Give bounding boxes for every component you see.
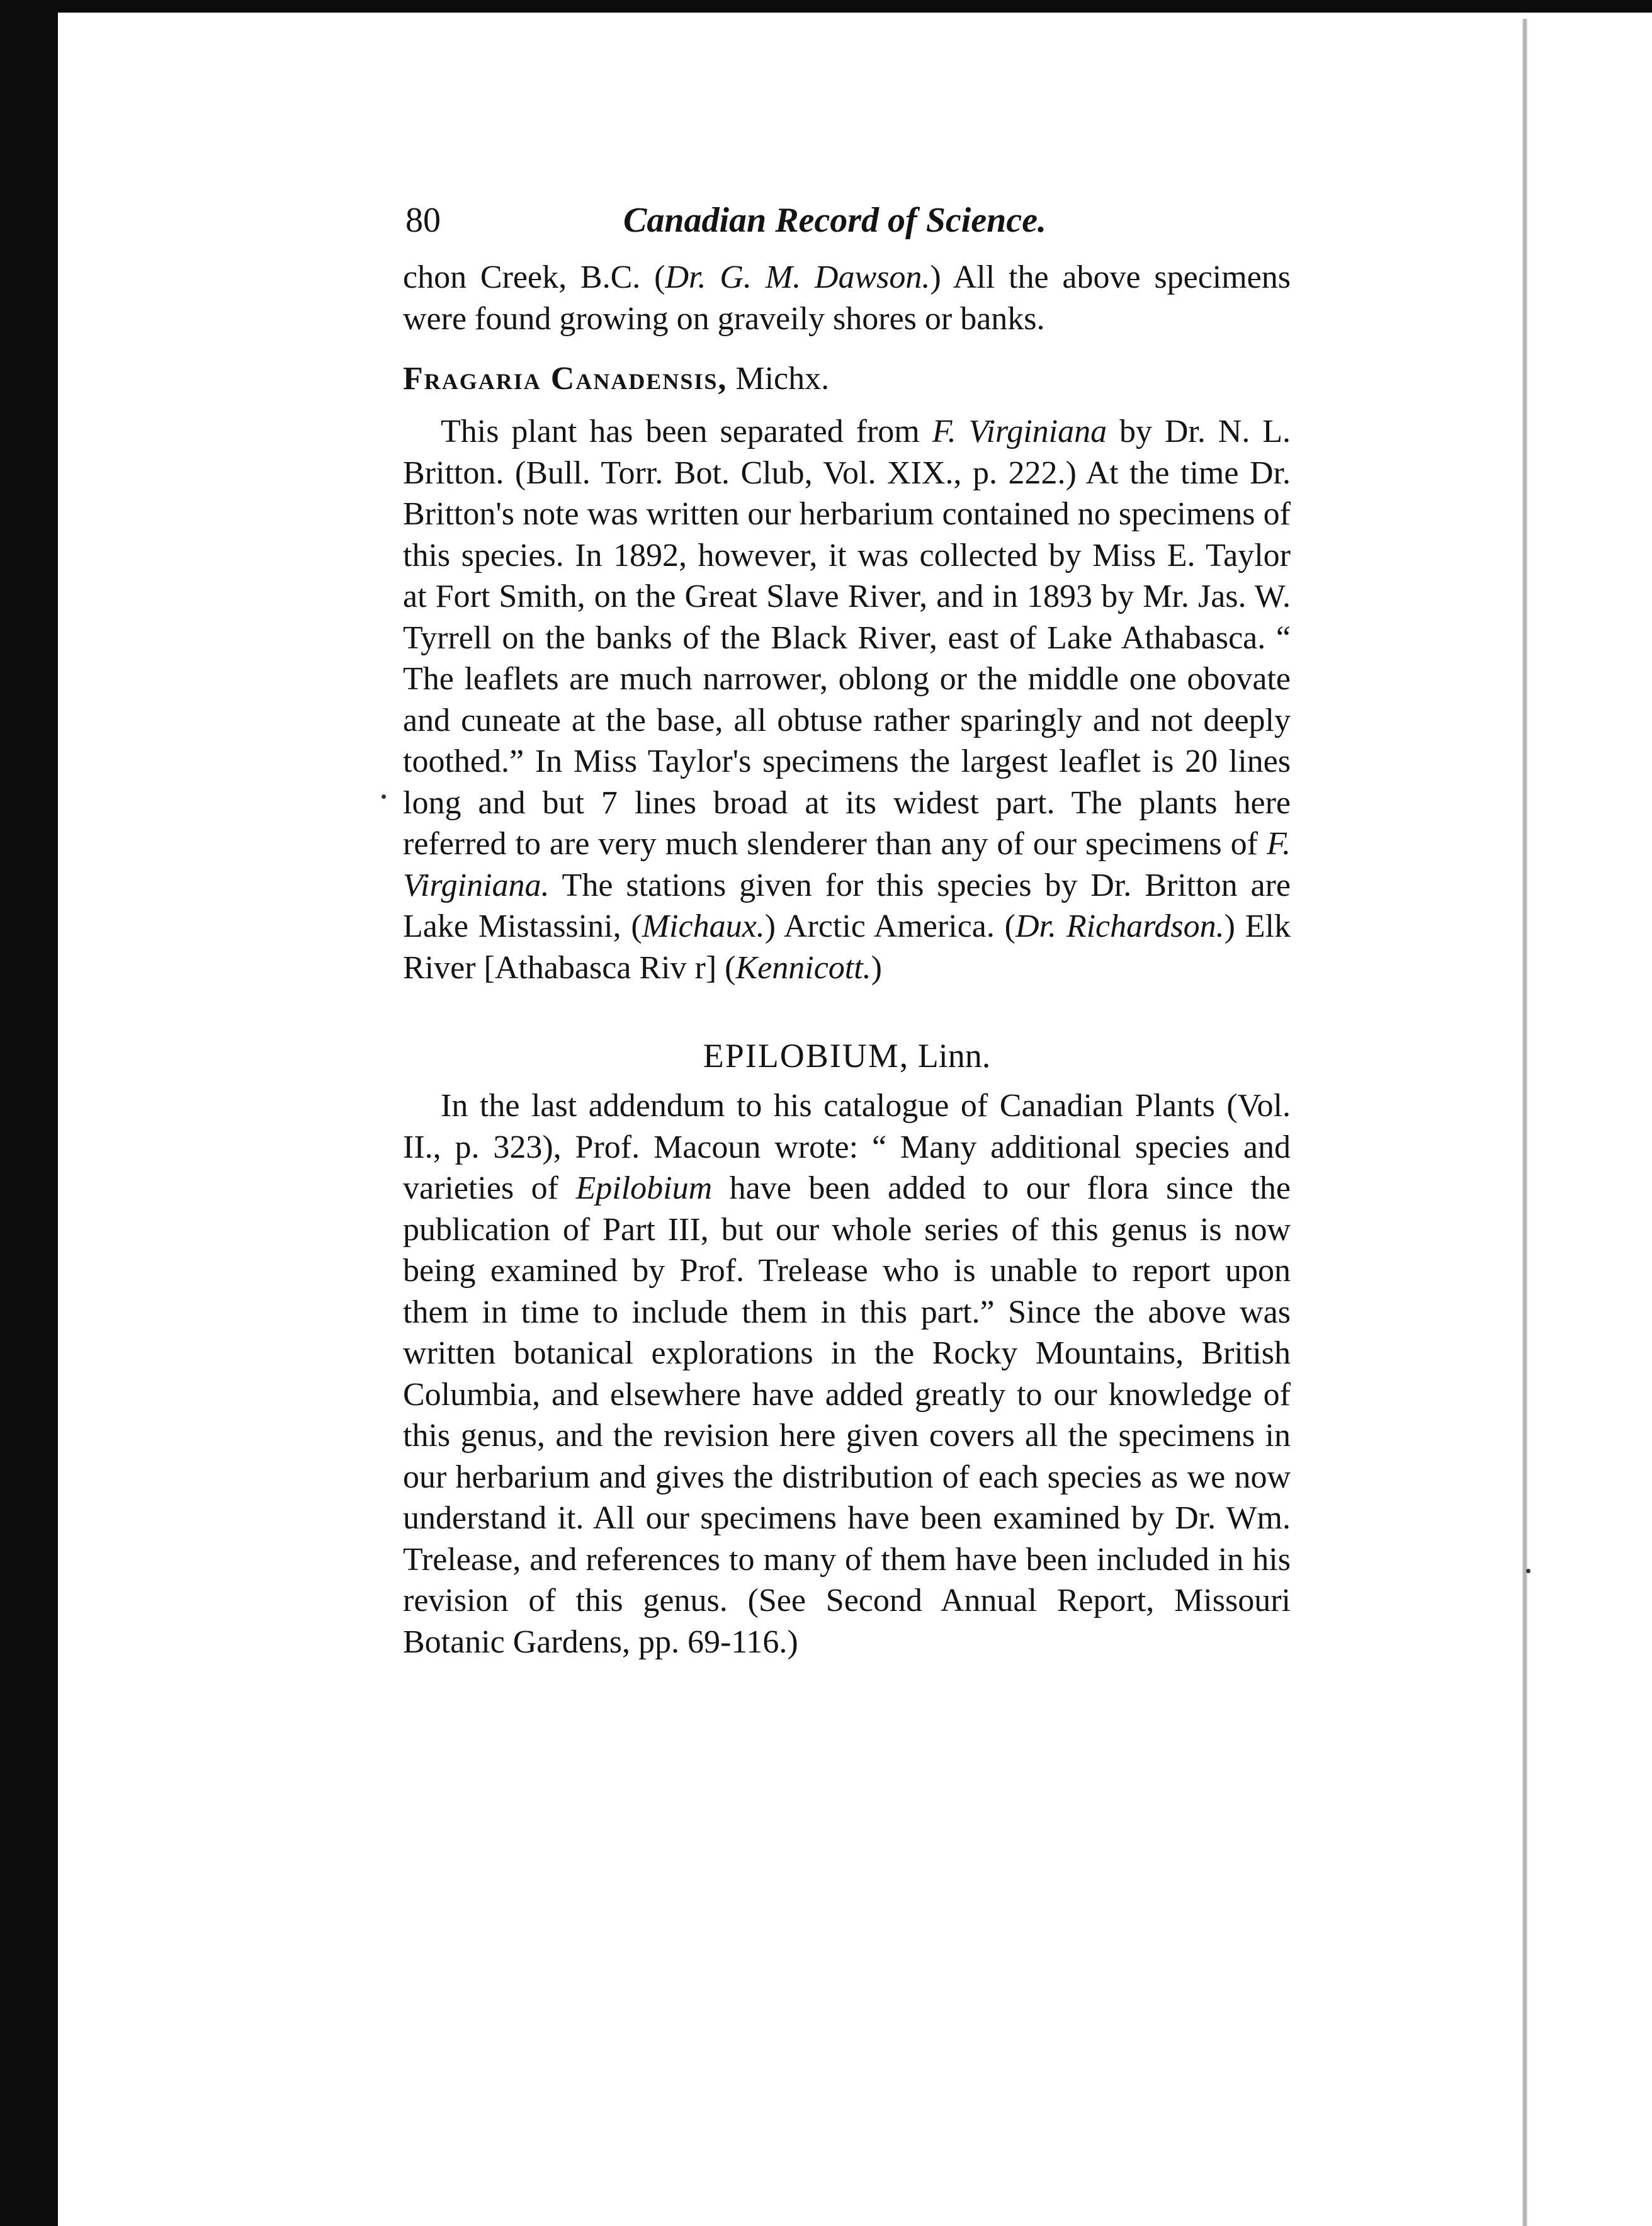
scan-speck [382,794,386,799]
text-run: The stations given for this species by Dr. Britton are Lake Mistassini, ( [403,867,1291,944]
italic-taxon: F. Virginiana. [403,826,1291,903]
paragraph-continued [403,257,1291,339]
text-run: by Dr. N. L. Britton. (Bull. Torr. Bot. Club, Vol. XIX., p. 222.) At the time Dr. Britton's note was written our herbarium contained no specimens of this species. In 1892, however, it was collected by Miss E. Taylor at Fort Smith, on the Great Slave River, and in 1893 by Mr. Jas. W. Tyrrell on the banks of the Black River, east of Lake Athabasca. “ The leaflets are much narrower, oblong or the middle one obovate and cuneate at the base, all obtuse rather sparingly and not deeply toothed.” In Miss Taylor's specimens the largest leaflet is 20 lines long and but 7 lines broad at its widest part. The plants here referred to are very much slenderer than any of our specimens of [403,414,1291,862]
italic-citation: Michaux. [642,908,765,944]
section-author: Linn. [909,1037,991,1075]
italic-citation: Dr. Richardson. [1015,908,1225,944]
paragraph-fragaria [403,411,1291,988]
page [403,189,1291,1663]
species-name: Fragaria Canadensis, [403,361,728,397]
scan-left-border [0,0,58,2226]
italic-citation: Kennicott. [735,949,871,986]
species-heading [403,358,1291,400]
text-run: This plant has been separated from [441,414,932,449]
text-run: ) All the above specimens were found growing on graveily shores or banks. [403,259,1291,337]
italic-taxon: F. Virginiana [932,414,1107,449]
text-run: In the last addendum to his catalogue of Canadian Plants (Vol. II., p. 323), Prof. Macoun wrote: “ Many additional species and varieties of [403,1088,1291,1206]
text-run: ) Elk River [Athabasca Riv r] ( [403,908,1291,986]
journal-title: Canadian Record of Science. [623,201,1046,240]
italic-taxon: Epilobium [575,1170,713,1206]
page-number: 80 [405,201,441,240]
text-run: chon Creek, B.C. ( [403,259,665,295]
species-author: Michx. [727,361,830,397]
scan-top-border [0,0,1652,13]
scan-speck [1526,1569,1530,1573]
text-run: have been added to our flora since the publication of Part III, but our whole series of this genus is now being examined by Prof. Trelease who is unable to report upon them in time to include them in this part.” Since the above was written botanical explorations in the Rocky Mountains, British Columbia, and elsewhere have added greatly to our knowledge of this genus, and the revision here given covers all the specimens in our herbarium and gives the distribution of each species as we now understand it. All our specimens have been examined by Dr. Wm. Trelease, and references to many of them have been included in his revision of this genus. (See Second Annual Report, Missouri Botanic Gardens, pp. 69-116.) [403,1170,1291,1660]
text-run: ) Arctic America. ( [764,908,1016,944]
section-title [403,1035,1291,1076]
section-genus: EPILOBIUM, [703,1037,910,1075]
paragraph-epilobium [403,1085,1291,1663]
page-gutter [1522,19,1527,2226]
italic-citation: Dr. G. M. Dawson. [665,259,931,295]
running-head [403,189,1291,252]
text-run: ) [871,949,882,986]
